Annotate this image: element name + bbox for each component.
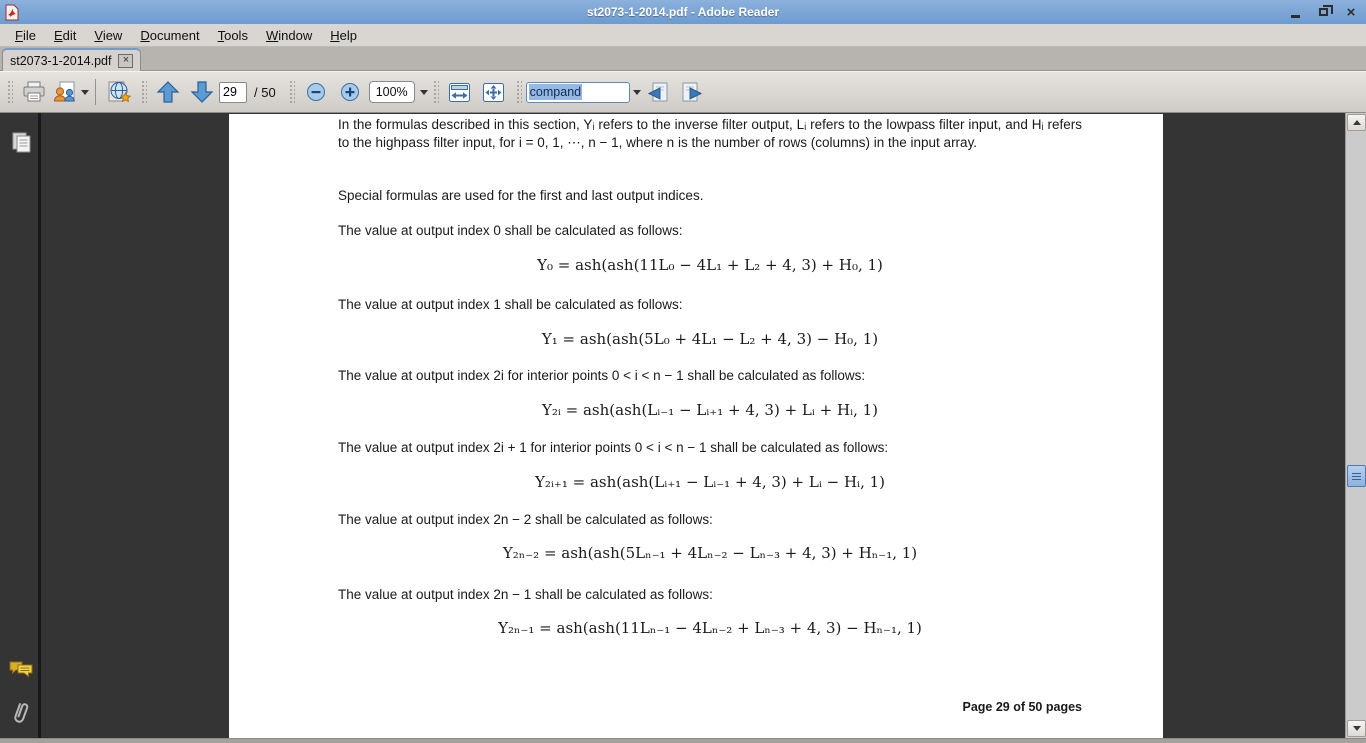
minimize-icon [1291,15,1300,18]
scroll-down-button[interactable] [1347,720,1366,737]
formula-y2i1: Y₂ᵢ₊₁ = ash(ash(Lᵢ₊₁ − Lᵢ₋₁ + 4, 3) + Lᵢ − Hᵢ, 1) [535,473,885,491]
formula-y1: Y₁ = ash(ash(5L₀ + 4L₁ − L₂ + 4, 3) − H₀, 1) [541,330,879,348]
previous-page-button[interactable] [151,76,185,108]
zoom-level-select[interactable] [369,81,415,103]
next-page-button[interactable] [185,76,219,108]
title-bar [0,0,1366,24]
maximize-icon [1319,8,1328,16]
menu-tools[interactable]: Tools [217,27,248,43]
tab-strip [0,47,1366,71]
navigation-sidebar [0,113,41,738]
toolbar-grip[interactable] [432,79,439,105]
page-thumbnails-icon [10,131,33,154]
document-tab-label: st2073-1-2014.pdf [10,53,112,68]
previous-page-icon [156,80,180,104]
zoom-in-icon [340,82,360,102]
scroll-down-icon [1353,726,1361,731]
web-convert-icon [105,80,133,105]
share-document-button[interactable] [51,76,89,108]
page-total-label: / 50 [254,84,276,100]
formula-y2n2: Y₂ₙ₋₂ = ash(ash(5Lₙ₋₁ + 4Lₙ₋₂ − Lₙ₋₃ + 4, 3) + Hₙ₋₁, 1) [502,544,918,562]
special-formulas-paragraph: Special formulas are used for the first and last output indices. [338,188,704,203]
formula-y0: Y₀ = ash(ash(11L₀ − 4L₁ + L₂ + 4, 3) + H₀, 1) [537,256,883,274]
share-dropdown-caret[interactable] [81,90,89,95]
document-pane [44,113,1345,738]
scroll-up-button[interactable] [1347,114,1366,131]
index-2i1-paragraph: The value at output index 2i + 1 for interior points 0 < i < n − 1 shall be calculated as follows: [338,440,889,455]
zoom-in-button[interactable] [333,76,367,108]
find-next-button[interactable] [675,76,709,108]
find-next-icon [679,81,705,104]
comments-icon [8,659,34,679]
page-number-input[interactable] [219,82,247,103]
comments-button[interactable] [8,656,34,682]
zoom-dropdown-caret[interactable] [420,90,428,95]
tab-close-button[interactable] [118,54,133,68]
index-1-paragraph: The value at output index 1 shall be calculated as follows: [338,297,683,312]
web-convert-button[interactable] [102,76,136,108]
close-button[interactable] [1342,3,1360,21]
zoom-out-icon [306,82,326,102]
search-input[interactable] [526,82,630,103]
index-2i-paragraph: The value at output index 2i for interior points 0 < i < n − 1 shall be calculated as follows: [338,368,866,383]
toolbar-grip[interactable] [515,79,522,105]
search-input-value: compand [529,85,582,99]
document-tab[interactable] [2,48,141,71]
menu-view[interactable]: View [94,27,123,43]
minimize-button[interactable] [1286,3,1304,21]
attachments-button[interactable] [8,700,34,726]
window-bottom-edge [0,738,1366,743]
toolbar-separator [95,79,96,105]
formula-y2n1: Y₂ₙ₋₁ = ash(ash(11Lₙ₋₁ − 4Lₙ₋₂ + Lₙ₋₃ + 4, 3) − Hₙ₋₁, 1) [498,619,922,637]
index-2n2-paragraph: The value at output index 2n − 2 shall be calculated as follows: [338,512,713,527]
toolbar-grip[interactable] [140,79,147,105]
tab-close-icon: × [122,54,130,66]
window-title: st2073-1-2014.pdf - Adobe Reader [586,5,780,19]
fit-width-icon [447,81,472,104]
scroll-up-icon [1353,120,1361,125]
formula-y2i: Y₂ᵢ = ash(ash(Lᵢ₋₁ − Lᵢ₊₁ + 4, 3) + Lᵢ + Hᵢ, 1) [541,401,879,419]
menu-help[interactable]: Help [330,27,357,43]
page-thumbnails-button[interactable] [8,129,34,155]
menu-file[interactable]: File [15,27,36,43]
toolbar-grip[interactable] [6,79,13,105]
zoom-out-button[interactable] [299,76,333,108]
print-button[interactable] [17,76,51,108]
menu-bar [0,24,1366,47]
fit-width-button[interactable] [443,76,477,108]
share-document-icon [51,80,78,104]
maximize-button[interactable] [1314,3,1332,21]
print-icon [21,80,47,104]
fit-page-icon [481,81,506,104]
attachments-icon [10,700,32,726]
next-page-icon [190,80,214,104]
toolbar-grip[interactable] [288,79,295,105]
menu-edit[interactable]: Edit [53,27,77,43]
toolbar [0,71,1366,113]
index-0-paragraph: The value at output index 0 shall be calculated as follows: [338,223,683,238]
find-previous-button[interactable] [641,76,675,108]
find-previous-icon [645,81,671,104]
scrollbar-thumb[interactable] [1347,465,1366,487]
menu-window[interactable]: Window [265,27,313,43]
zoom-level-value: 100% [375,85,408,99]
close-icon: × [1346,3,1356,21]
search-dropdown-caret[interactable] [633,90,641,95]
index-2n1-paragraph: The value at output index 2n − 1 shall be calculated as follows: [338,587,713,602]
menu-document[interactable]: Document [140,27,200,43]
page-footer: Page 29 of 50 pages [962,700,1082,714]
intro-paragraph: In the formulas described in this section, Yᵢ refers to the inverse filter output, Lᵢ refers to the lowpass filter input, and Hᵢ refers to the highpass filter input, for i = 0, 1, ⋯, n − 1, where n is the number of rows (columns) in the input array. [338,117,1082,150]
vertical-scrollbar[interactable] [1345,113,1366,738]
fit-page-button[interactable] [477,76,511,108]
pdf-page [229,114,1163,738]
